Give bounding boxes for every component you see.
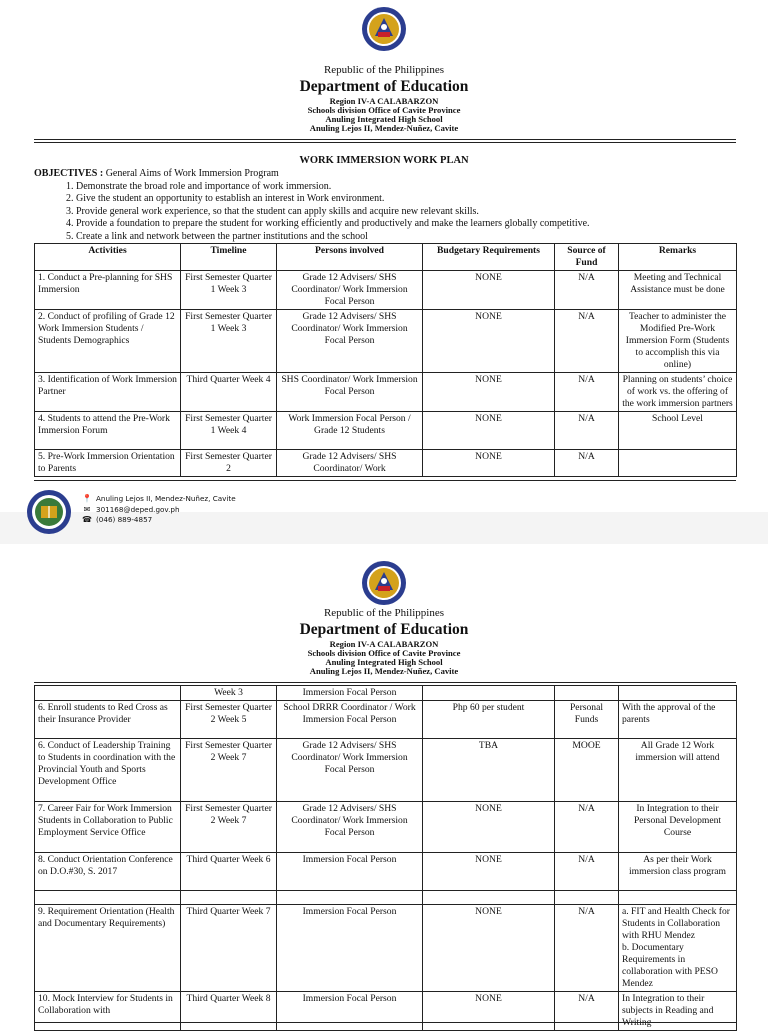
table-cell: 8. Conduct Orientation Conference on D.O.#30, S. 2017 bbox=[35, 853, 181, 891]
table-cell bbox=[423, 686, 555, 701]
table-cell: Teacher to administer the Modified Pre-Work Immersion Form (Students to accomplish this via online) bbox=[619, 310, 737, 373]
letterhead bbox=[0, 608, 768, 676]
department-title: Department of Education bbox=[299, 620, 469, 638]
table-cell: 7. Career Fair for Work Immersion Students in Collaboration to Public Employment Service Office bbox=[35, 802, 181, 853]
table-cell bbox=[181, 891, 277, 905]
school-logo-icon bbox=[26, 489, 72, 535]
table-cell: Third Quarter Week 7 bbox=[181, 905, 277, 992]
column-header: Budgetary Requirements bbox=[423, 244, 555, 271]
envelope-icon: ✉ bbox=[83, 504, 91, 514]
table-row bbox=[35, 271, 737, 310]
footer-contact bbox=[82, 494, 236, 526]
table-cell: In Integration to their subjects in Reading and Writing bbox=[619, 992, 737, 1031]
work-plan-table bbox=[34, 243, 737, 477]
table-cell: 6. Conduct of Leadership Training to Students in coordination with the Provincial Youth and Sports Development Office bbox=[35, 739, 181, 802]
footer-rule bbox=[34, 480, 736, 481]
table-cell: 1. Conduct a Pre-planning for SHS Immersion bbox=[35, 271, 181, 310]
table-cell bbox=[35, 686, 181, 701]
table-cell: All Grade 12 Work immersion will attend bbox=[619, 739, 737, 802]
page-footer bbox=[26, 486, 746, 536]
table-row bbox=[35, 739, 737, 802]
header-rule bbox=[34, 142, 736, 143]
table-cell: First Semester Quarter 2 bbox=[181, 450, 277, 477]
deped-seal-icon bbox=[361, 6, 407, 52]
table-cell: School Level bbox=[619, 412, 737, 450]
objective-item: 3. Provide general work experience, so that the student can apply skills and acquire new relevant skills. bbox=[76, 206, 734, 219]
footer-rule bbox=[34, 1022, 736, 1023]
objectives-intro: General Aims of Work Immersion Program bbox=[103, 168, 279, 179]
table-body bbox=[35, 271, 737, 477]
table-row bbox=[35, 450, 737, 477]
table-cell: N/A bbox=[555, 271, 619, 310]
table-cell: Grade 12 Advisers/ SHS Coordinator/ Work Immersion Focal Person bbox=[277, 271, 423, 310]
table-cell: Personal Funds bbox=[555, 701, 619, 739]
school-name: Anuling Integrated High School bbox=[325, 656, 443, 667]
footer-phone: (046) 889-4857 bbox=[96, 515, 153, 524]
table-cell: a. FIT and Health Check for Students in Collaboration with RHU Mendez b. Documentary Requirements in collaboration with PESO Mendez bbox=[619, 905, 737, 992]
table-cell bbox=[619, 450, 737, 477]
division-label: Schools division Office of Cavite Province bbox=[307, 647, 461, 658]
table-cell: SHS Coordinator/ Work Immersion Focal Person bbox=[277, 373, 423, 412]
table-cell: Grade 12 Advisers/ SHS Coordinator/ Work bbox=[277, 450, 423, 477]
table-row bbox=[35, 373, 737, 412]
objectives-section bbox=[34, 168, 734, 243]
table-cell: NONE bbox=[423, 412, 555, 450]
table-cell: Grade 12 Advisers/ SHS Coordinator/ Work Immersion Focal Person bbox=[277, 310, 423, 373]
table-cell: NONE bbox=[423, 310, 555, 373]
table-cell: 5. Pre-Work Immersion Orientation to Parents bbox=[35, 450, 181, 477]
table-row bbox=[35, 686, 737, 701]
column-header: Activities bbox=[35, 244, 181, 271]
table-cell: N/A bbox=[555, 310, 619, 373]
republic-label: Republic of the Philippines bbox=[323, 64, 445, 76]
objective-item: 5. Create a link and network between the partner institutions and the school bbox=[76, 231, 734, 244]
table-cell: NONE bbox=[423, 992, 555, 1031]
table-row bbox=[35, 310, 737, 373]
column-header: Timeline bbox=[181, 244, 277, 271]
table-row bbox=[35, 853, 737, 891]
table-header-row bbox=[35, 244, 737, 271]
table-row bbox=[35, 412, 737, 450]
table-cell: N/A bbox=[555, 373, 619, 412]
table-cell: Php 60 per student bbox=[423, 701, 555, 739]
table-cell: Immersion Focal Person bbox=[277, 992, 423, 1031]
region-label: Region IV-A CALABARZON bbox=[329, 638, 439, 649]
table-cell bbox=[35, 891, 181, 905]
column-header: Remarks bbox=[619, 244, 737, 271]
table-cell: TBA bbox=[423, 739, 555, 802]
table-cell: 9. Requirement Orientation (Health and Documentary Requirements) bbox=[35, 905, 181, 992]
table-cell: N/A bbox=[555, 853, 619, 891]
school-address: Anuling Lejos II, Mendez-Nuñez, Cavite bbox=[309, 665, 459, 676]
table-cell: NONE bbox=[423, 802, 555, 853]
table-cell: 2. Conduct of profiling of Grade 12 Work Immersion Students / Students Demographics bbox=[35, 310, 181, 373]
table-cell: Planning on students’ choice of work vs. the offering of the work immersion partners bbox=[619, 373, 737, 412]
table-cell: Third Quarter Week 4 bbox=[181, 373, 277, 412]
table-cell bbox=[619, 686, 737, 701]
table-row bbox=[35, 992, 737, 1031]
table-cell: N/A bbox=[555, 905, 619, 992]
table-cell: With the approval of the parents bbox=[619, 701, 737, 739]
objective-item: 1. Demonstrate the broad role and importance of work immersion. bbox=[76, 181, 734, 194]
letterhead bbox=[0, 65, 768, 133]
footer-address: Anuling Lejos II, Mendez-Nuñez, Cavite bbox=[96, 494, 236, 503]
header-rule bbox=[34, 139, 736, 140]
table-cell: First Semester Quarter 1 Week 4 bbox=[181, 412, 277, 450]
table-cell: 3. Identification of Work Immersion Partner bbox=[35, 373, 181, 412]
table-cell: Week 3 bbox=[181, 686, 277, 701]
table-cell: N/A bbox=[555, 802, 619, 853]
column-header: Persons involved bbox=[277, 244, 423, 271]
table-cell: Third Quarter Week 6 bbox=[181, 853, 277, 891]
table-cell bbox=[555, 891, 619, 905]
school-address: Anuling Lejos II, Mendez-Nuñez, Cavite bbox=[309, 122, 459, 133]
table-cell: N/A bbox=[555, 992, 619, 1031]
table-cell: First Semester Quarter 1 Week 3 bbox=[181, 310, 277, 373]
footer-email[interactable]: 301168@deped.gov.ph bbox=[96, 504, 180, 514]
table-row bbox=[35, 701, 737, 739]
republic-label: Republic of the Philippines bbox=[323, 607, 445, 619]
table-body bbox=[35, 686, 737, 1031]
table-row bbox=[35, 891, 737, 905]
document-title: WORK IMMERSION WORK PLAN bbox=[299, 155, 469, 166]
table-cell: First Semester Quarter 2 Week 7 bbox=[181, 802, 277, 853]
table-cell: 6. Enroll students to Red Cross as their Insurance Provider bbox=[35, 701, 181, 739]
table-cell: Immersion Focal Person bbox=[277, 686, 423, 701]
table-cell: N/A bbox=[555, 412, 619, 450]
table-cell: As per their Work immersion class program bbox=[619, 853, 737, 891]
table-row bbox=[35, 802, 737, 853]
table-row bbox=[35, 905, 737, 992]
objective-item: 2. Give the student an opportunity to establish an interest in Work environment. bbox=[76, 193, 734, 206]
table-cell: NONE bbox=[423, 373, 555, 412]
work-plan-table-continued bbox=[34, 685, 737, 1031]
deped-seal-icon bbox=[361, 560, 407, 606]
table-cell: In Integration to their Personal Development Course bbox=[619, 802, 737, 853]
document-page-2 bbox=[0, 544, 768, 1028]
division-label: Schools division Office of Cavite Province bbox=[307, 104, 461, 115]
table-cell bbox=[555, 686, 619, 701]
table-cell bbox=[619, 891, 737, 905]
document-page-1 bbox=[0, 0, 768, 512]
table-cell: N/A bbox=[555, 450, 619, 477]
table-cell: Immersion Focal Person bbox=[277, 853, 423, 891]
school-name: Anuling Integrated High School bbox=[325, 113, 443, 124]
table-cell: Immersion Focal Person bbox=[277, 905, 423, 992]
table-cell: Grade 12 Advisers/ SHS Coordinator/ Work Immersion Focal Person bbox=[277, 802, 423, 853]
table-cell: NONE bbox=[423, 271, 555, 310]
table-cell: Grade 12 Advisers/ SHS Coordinator/ Work Immersion Focal Person bbox=[277, 739, 423, 802]
objectives-list bbox=[34, 181, 734, 244]
region-label: Region IV-A CALABARZON bbox=[329, 95, 439, 106]
header-rule bbox=[34, 682, 736, 683]
table-cell bbox=[277, 891, 423, 905]
table-cell: First Semester Quarter 2 Week 5 bbox=[181, 701, 277, 739]
table-cell: NONE bbox=[423, 450, 555, 477]
table-cell: First Semester Quarter 1 Week 3 bbox=[181, 271, 277, 310]
table-cell: NONE bbox=[423, 905, 555, 992]
phone-icon: ☎ bbox=[82, 515, 92, 524]
table-cell: NONE bbox=[423, 853, 555, 891]
table-cell: 4. Students to attend the Pre-Work Immersion Forum bbox=[35, 412, 181, 450]
objective-item: 4. Provide a foundation to prepare the student for working efficiently and productively and make the learners globally competitive. bbox=[76, 218, 734, 231]
column-header: Source of Fund bbox=[555, 244, 619, 271]
table-cell: Meeting and Technical Assistance must be done bbox=[619, 271, 737, 310]
table-cell: First Semester Quarter 2 Week 7 bbox=[181, 739, 277, 802]
department-title: Department of Education bbox=[299, 77, 469, 95]
table-cell bbox=[423, 891, 555, 905]
objectives-label: OBJECTIVES : bbox=[34, 168, 104, 179]
table-cell: 10. Mock Interview for Students in Collaboration with bbox=[35, 992, 181, 1031]
table-cell: MOOE bbox=[555, 739, 619, 802]
table-cell: Work Immersion Focal Person / Grade 12 Students bbox=[277, 412, 423, 450]
table-cell: Third Quarter Week 8 bbox=[181, 992, 277, 1031]
location-pin-icon: 📍 bbox=[82, 494, 92, 503]
table-cell: School DRRR Coordinator / Work Immersion Focal Person bbox=[277, 701, 423, 739]
